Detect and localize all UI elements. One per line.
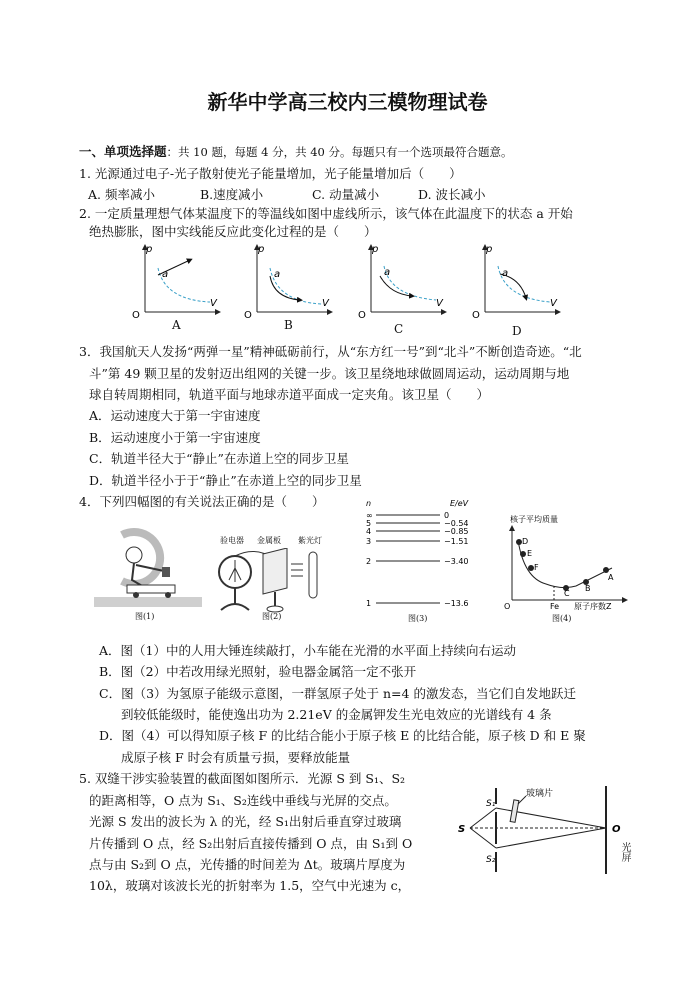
fig4-point-a: A [608,573,614,582]
q4-option-a: A．图（1）中的人用大锤连续敲打，小车能在光滑的水平面上持续向右运动 [99,643,516,658]
svg-text:2: 2 [366,557,372,566]
q5-fig-s: S [458,824,466,835]
fig3-level-3 [366,537,469,546]
graph-b-point: a [274,269,281,280]
graph-a-p-label: p [146,244,153,255]
fig3-level-2 [366,557,469,566]
q5-fig-screen: 光屏 [619,842,630,862]
graph-c-label: C [394,322,404,336]
graph-c-p-label: p [372,244,379,255]
fig4-point-e: E [527,549,533,558]
q3-option-c: C．轨道半径大于“静止”在赤道上空的同步卫星 [89,451,349,466]
svg-text:4: 4 [366,527,372,536]
svg-text:3: 3 [366,537,372,546]
q5-figure [456,782,642,890]
graph-b-v-label: V [322,298,329,309]
graph-c-point: a [384,267,391,278]
fig2-label-uv-lamp: 紫光灯 [298,536,322,545]
fig4-origin: O [504,602,511,611]
fig4-point-c: C [564,589,570,598]
q3-option-d: D．轨道半径小于于“静止”在赤道上空的同步卫星 [89,473,362,488]
graph-a-label: A [172,318,181,332]
graph-d-v-label: V [550,298,557,309]
graph-d-p-label: p [486,244,493,255]
q5-line6: 10λ，玻璃对该波长光的折射率为 1.5，空气中光速为 c， [89,878,411,893]
fig4-ylabel: 核子平均质量 [510,515,558,524]
q5-line5: 点与由 S₂到 O 点，光传播的时间差为 Δt。玻璃片厚度为 [89,857,406,872]
svg-text:0: 0 [444,511,450,520]
graph-a-origin: O [132,310,140,321]
q5-line2: 的距离相等，O 点为 S₁、S₂连线中垂线与光屏的交点。 [89,793,397,808]
fig4-point-f: F [534,563,539,572]
graph-b-label: B [284,318,293,332]
graph-c-v-label: V [436,298,443,309]
q1-stem: 1. 光源通过电子-光子散射使光子能量增加，光子能量增加后（ ） [79,166,462,181]
svg-text:−1.51: −1.51 [444,537,469,546]
q1-option-d: D. 波长减小 [418,187,486,202]
q4-fig2-label: 图(2) [262,612,282,621]
q3-line2: 斗”第 49 颗卫星的发射迈出组网的关键一步。该卫星绕地球做圆周运动，运动周期与地 [89,366,570,381]
q5-fig-o: O [612,824,621,835]
q2-graphs [130,240,570,340]
fig4-xlabel: 原子序数Z [574,602,612,611]
q4-fig4 [502,512,630,624]
graph-a [132,244,220,321]
graph-a-point: a [162,269,169,280]
graph-d-origin: O [472,310,480,321]
svg-text:∞: ∞ [366,511,373,520]
svg-text:1: 1 [366,599,372,608]
q4-fig4-label: 图(4) [552,614,572,623]
q1-option-b: B.速度减小 [200,187,264,202]
graph-a-v-label: V [210,298,217,309]
q1-option-a: A. 频率减小 [88,187,155,202]
q4-fig3 [362,496,482,624]
svg-text:−0.85: −0.85 [444,527,469,536]
graph-b [244,244,332,321]
q4-option-c: C．图（3）为氢原子能级示意图，一群氢原子处于 n=4 的激发态，当它们自发地跃迁 [99,686,576,701]
graph-c [358,244,446,321]
fig2-label-metal-plate: 金属板 [257,536,281,545]
q4-fig2 [215,548,325,616]
q5-line1: 5. 双缝干涉实验装置的截面图如图所示．光源 S 到 S₁、S₂ [79,771,406,786]
section-note: ：共 10 题，每题 4 分，共 40 分。每题只有一个选项最符合题意。 [166,145,513,159]
q3-line3: 球自转周期相同，轨道平面与地球赤道平面成一定夹角。该卫星（ ） [89,387,490,402]
q4-fig1-label: 图(1) [135,612,155,621]
graph-d [472,244,560,321]
q5-fig-s1: S₁ [486,799,496,809]
fig3-level-1 [366,599,469,608]
q4-option-d: D．图（4）可以得知原子核 F 的比结合能小于原子核 E 的比结合能，原子核 D 和 E 聚 [99,728,586,743]
q3-option-b: B．运动速度小于第一宇宙速度 [89,430,261,445]
graph-b-origin: O [244,310,252,321]
q4-option-d-cont: 成原子核 F 时会有质量亏损，要释放能量 [121,750,351,765]
svg-text:−13.6: −13.6 [444,599,469,608]
q5-fig-glass: 玻璃片 [526,789,554,799]
q2-stem-line2: 绝热膨胀，图中实线能反应此变化过程的是（ ） [89,224,377,239]
q5-line3: 光源 S 发出的波长为 λ 的光，经 S₁出射后垂直穿过玻璃 [89,814,402,829]
svg-text:5: 5 [366,519,372,528]
q4-fig3-label: 图(3) [408,614,428,623]
q4-fig1 [92,525,207,625]
q1-option-c: C. 动量减小 [312,187,380,202]
fig4-point-b: B [585,584,591,593]
svg-text:−3.40: −3.40 [444,557,469,566]
graph-c-origin: O [358,310,366,321]
graph-d-label: D [512,324,522,338]
fig2-label-electroscope: 验电器 [220,536,244,545]
fig3-e-header: E/eV [450,499,469,508]
q2-stem-line1: 2. 一定质量理想气体某温度下的等温线如图中虚线所示，该气体在此温度下的状态 a 开始 [79,206,573,221]
q4-option-c-cont: 到较低能级时，能使逸出功为 2.21eV 的金属钾发生光电效应的光谱线有 4 条 [121,707,552,722]
fig3-n-header: n [366,499,372,508]
section-heading [79,142,513,160]
q5-fig-s2: S₂ [486,855,496,865]
q3-line1: 3．我国航天人发扬“两弹一星”精神砥砺前行，从“东方红一号”到“北斗”不断创造奇迹。“北 [79,344,582,359]
q5-line4: 片传播到 O 点，经 S₂出射后直接传播到 O 点，由 S₁到 O [89,836,413,851]
fig3-level-4 [366,527,469,536]
fig4-point-d: D [522,537,529,546]
section-title: 一、单项选择题 [79,144,167,159]
graph-d-point: a [502,268,509,279]
q4-option-b: B．图（2）中若改用绿光照射，验电器金属箔一定不张开 [99,664,417,679]
q3-option-a: A．运动速度大于第一宇宙速度 [89,408,261,423]
graph-b-p-label: p [258,244,265,255]
page-title: 新华中学高三校内三模物理试卷 [207,90,488,114]
svg-text:−0.54: −0.54 [444,519,469,528]
fig4-fe: Fe [550,602,560,611]
fig3-level-inf [366,511,449,520]
q4-stem: 4．下列四幅图的有关说法正确的是（ ） [79,494,325,509]
